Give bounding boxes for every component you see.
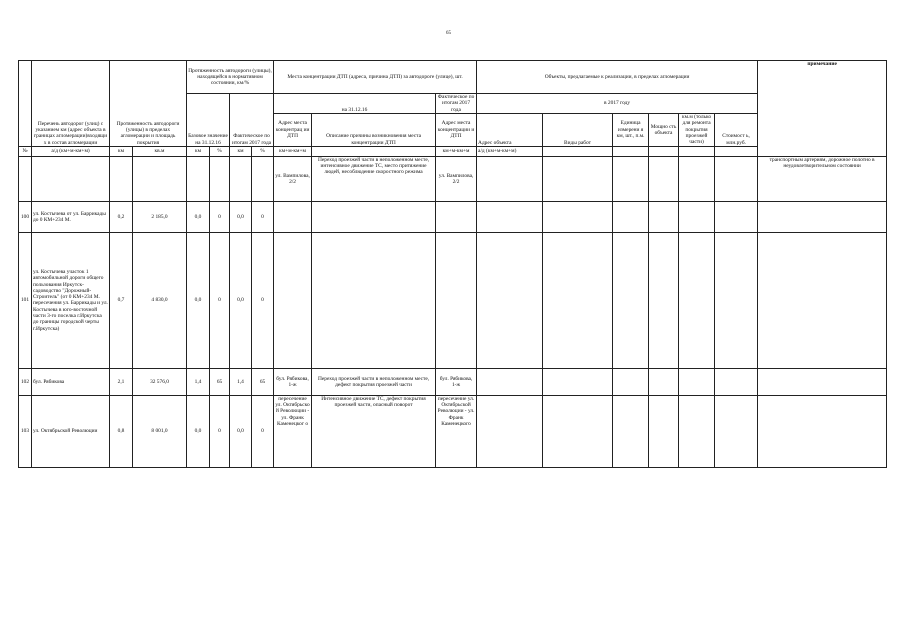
cell <box>679 395 715 467</box>
road-cell: ул. Костычева от ул. Баррикады до 0 КМ+234 М. <box>32 201 110 232</box>
cell <box>758 368 887 395</box>
cell <box>758 232 887 368</box>
unit-no: № <box>19 146 32 156</box>
header-actual: Фактическое по итогам 2017 года <box>230 94 274 147</box>
road-table <box>18 60 887 468</box>
header-row-1 <box>19 61 887 94</box>
cell <box>715 201 758 232</box>
table-row <box>19 232 887 368</box>
cell <box>715 395 758 467</box>
kvm-cell: 32 576,0 <box>133 368 187 395</box>
row-no: 102 <box>19 368 32 395</box>
unit-ad: а/д (км+м-км+м) <box>32 146 110 156</box>
unit-km3: км <box>230 146 252 156</box>
unit-empty-3 <box>613 146 649 156</box>
header-cost: Стоимост ь, млн.руб. <box>715 113 758 146</box>
cell <box>477 232 543 368</box>
cell <box>715 156 758 201</box>
dtp-addr-cell: пересечение ул. Октябрьско й Революции - ул. Франк Каменецког о <box>274 395 312 467</box>
cell <box>613 156 649 201</box>
row-no: 100 <box>19 201 32 232</box>
dtp-addr-cell: бул. Рябикова, 1-ж <box>274 368 312 395</box>
dtp-addr2-cell: бул. Рябикова, 1-ж <box>436 368 477 395</box>
cell <box>679 201 715 232</box>
actual-pct-cell: 0 <box>252 232 274 368</box>
road-cell: бул. Рябикова <box>32 368 110 395</box>
base-pct-cell: 0 <box>210 232 230 368</box>
unit-kmm2: км+м-км+м <box>436 146 477 156</box>
cell <box>133 156 187 201</box>
base-pct-cell: 0 <box>210 201 230 232</box>
actual-km-cell: 1,4 <box>230 368 252 395</box>
cell <box>477 395 543 467</box>
unit-kmm: км+м-км+м <box>274 146 312 156</box>
unit-kvm: кв.м <box>133 146 187 156</box>
cell <box>543 368 613 395</box>
actual-pct-cell: 0 <box>252 201 274 232</box>
cell <box>543 156 613 201</box>
cell <box>758 395 887 467</box>
km-cell: 0,2 <box>110 201 133 232</box>
unit-pct2: % <box>252 146 274 156</box>
unit-empty-4 <box>649 146 679 156</box>
cell <box>543 201 613 232</box>
cell <box>312 201 436 232</box>
km-cell: 0,7 <box>110 232 133 368</box>
cell <box>679 232 715 368</box>
cell <box>274 201 312 232</box>
kvm-cell: 8 001,0 <box>133 395 187 467</box>
road-cell: ул. Костычева участок 1 автомобильной дороги общего пользования Иркутск-садоводство "Дорожный-Строитель" (от 0 КМ+234 М. пересечения ул. Баррикады и ул. Костычева в юго-восточной части 3-го поселка г.Иркутска до границы городской черты г.Иркутска) <box>32 232 110 368</box>
cell <box>649 395 679 467</box>
header-units-row <box>19 146 887 156</box>
header-unit: Единица измерени я км, шт., п.м. <box>613 113 649 146</box>
table-row <box>19 395 887 467</box>
cell <box>715 232 758 368</box>
cell <box>679 156 715 201</box>
unit-ad2: а/д (км+м-км+м) <box>477 146 543 156</box>
row-no: 103 <box>19 395 32 467</box>
unit-empty-5 <box>679 146 715 156</box>
header-dtp-desc: Описание причины возникновения места концентрации ДТП <box>312 113 436 146</box>
cell <box>613 232 649 368</box>
dtp-addr2-cell: ул. Вампилова, 2/2 <box>436 156 477 201</box>
cell <box>649 156 679 201</box>
dtp-desc-cell: Переход проезжей части в неположенном месте, интенсивное движение ТС, место притяжение людей, несоблюдение скоростного режима <box>312 156 436 201</box>
cell <box>252 156 274 201</box>
header-length: Протяженность автодороги (улицы) в пределах агломерации и площадь покрытия <box>110 61 187 147</box>
header-dtp-actual: Фактическое по итогам 2017 года <box>436 94 477 114</box>
cell <box>613 368 649 395</box>
table-row <box>19 368 887 395</box>
actual-pct-cell: 0 <box>252 395 274 467</box>
header-base: Базовое значение на 31.12.16 <box>187 94 230 147</box>
header-objects: Объекты, предлагаемые к реализации, в пределах агломерации <box>477 61 758 94</box>
base-pct-cell: 65 <box>210 368 230 395</box>
cell <box>312 232 436 368</box>
dtp-addr2-cell: пересечение ул. Октябрьской Революции - ул. Франк Каменецкого <box>436 395 477 467</box>
base-km-cell: 1,4 <box>187 368 210 395</box>
header-obj-addr: Адрес объекта <box>477 113 543 146</box>
header-no-cell <box>19 61 32 147</box>
base-km-cell: 0,0 <box>187 395 210 467</box>
cell <box>274 232 312 368</box>
dtp-desc-cell: Переход проезжей части в неположенном месте, дефект покрытия проезжей части <box>312 368 436 395</box>
base-pct-cell: 0 <box>210 395 230 467</box>
header-year: в 2017 году <box>477 94 758 114</box>
header-dtp: Места концентрации ДТП (адреса, причина ДТП) за автодороге (улице), шт. <box>274 61 477 94</box>
actual-km-cell: 0,0 <box>230 201 252 232</box>
header-works: Виды работ <box>543 113 613 146</box>
km-cell: 0,8 <box>110 395 133 467</box>
cell <box>613 201 649 232</box>
kvm-cell: 4 830,0 <box>133 232 187 368</box>
cell <box>19 156 32 201</box>
cell <box>110 156 133 201</box>
header-dtp-date: на 31.12.16 <box>274 94 436 114</box>
dtp-desc-cell: Интенсивное движение ТС, дефект покрытия проезжей части, опасный поворот <box>312 395 436 467</box>
header-dtp-addr: Адрес места концентрац ии ДТП <box>274 113 312 146</box>
cell <box>758 201 887 232</box>
cell <box>436 201 477 232</box>
header-note: примечание <box>758 61 887 157</box>
cell <box>715 368 758 395</box>
cell <box>543 232 613 368</box>
header-km-repair: км.м (только для ремонта покрытия проезжей части) <box>679 113 715 146</box>
unit-empty-2 <box>543 146 613 156</box>
header-dtp-addr2: Адрес места концентрации и ДТП <box>436 113 477 146</box>
cell <box>543 395 613 467</box>
base-km-cell: 0,0 <box>187 201 210 232</box>
header-normative: Протяженность автодороги (улицы), находящейся в нормативном состоянии, км/% <box>187 61 274 94</box>
cell <box>477 368 543 395</box>
cell <box>436 232 477 368</box>
km-cell: 2,1 <box>110 368 133 395</box>
unit-km2: км <box>187 146 210 156</box>
road-table-sheet <box>18 60 886 468</box>
cell <box>649 232 679 368</box>
actual-pct-cell: 65 <box>252 368 274 395</box>
header-road-list: Перечень автодорог (улиц) с указанием км (адрес объекта в границах агломерации)входящи х в состав агломерации <box>32 61 110 147</box>
row-no: 101 <box>19 232 32 368</box>
unit-empty <box>312 146 436 156</box>
cell <box>679 368 715 395</box>
table-row <box>19 201 887 232</box>
unit-pct: % <box>210 146 230 156</box>
header-power: Мощно сть объекта <box>649 113 679 146</box>
unit-empty-6 <box>715 146 758 156</box>
cell <box>477 201 543 232</box>
actual-km-cell: 0,0 <box>230 395 252 467</box>
unit-km: км <box>110 146 133 156</box>
cell <box>187 156 210 201</box>
dtp-addr-cell: ул. Вампилова, 2/2 <box>274 156 312 201</box>
page-number: 65 <box>446 31 451 36</box>
actual-km-cell: 0,0 <box>230 232 252 368</box>
road-cell: ул. Октябрьской Революции <box>32 395 110 467</box>
table-row <box>19 156 887 201</box>
base-km-cell: 0,0 <box>187 232 210 368</box>
cell <box>32 156 110 201</box>
cell <box>613 395 649 467</box>
cell <box>477 156 543 201</box>
cell <box>649 201 679 232</box>
cell <box>210 156 230 201</box>
cell <box>649 368 679 395</box>
cell <box>230 156 252 201</box>
note-cell: транспортным артериям, дорожное полотно в неудовлетворительном состоянии <box>758 156 887 201</box>
kvm-cell: 2 185,0 <box>133 201 187 232</box>
